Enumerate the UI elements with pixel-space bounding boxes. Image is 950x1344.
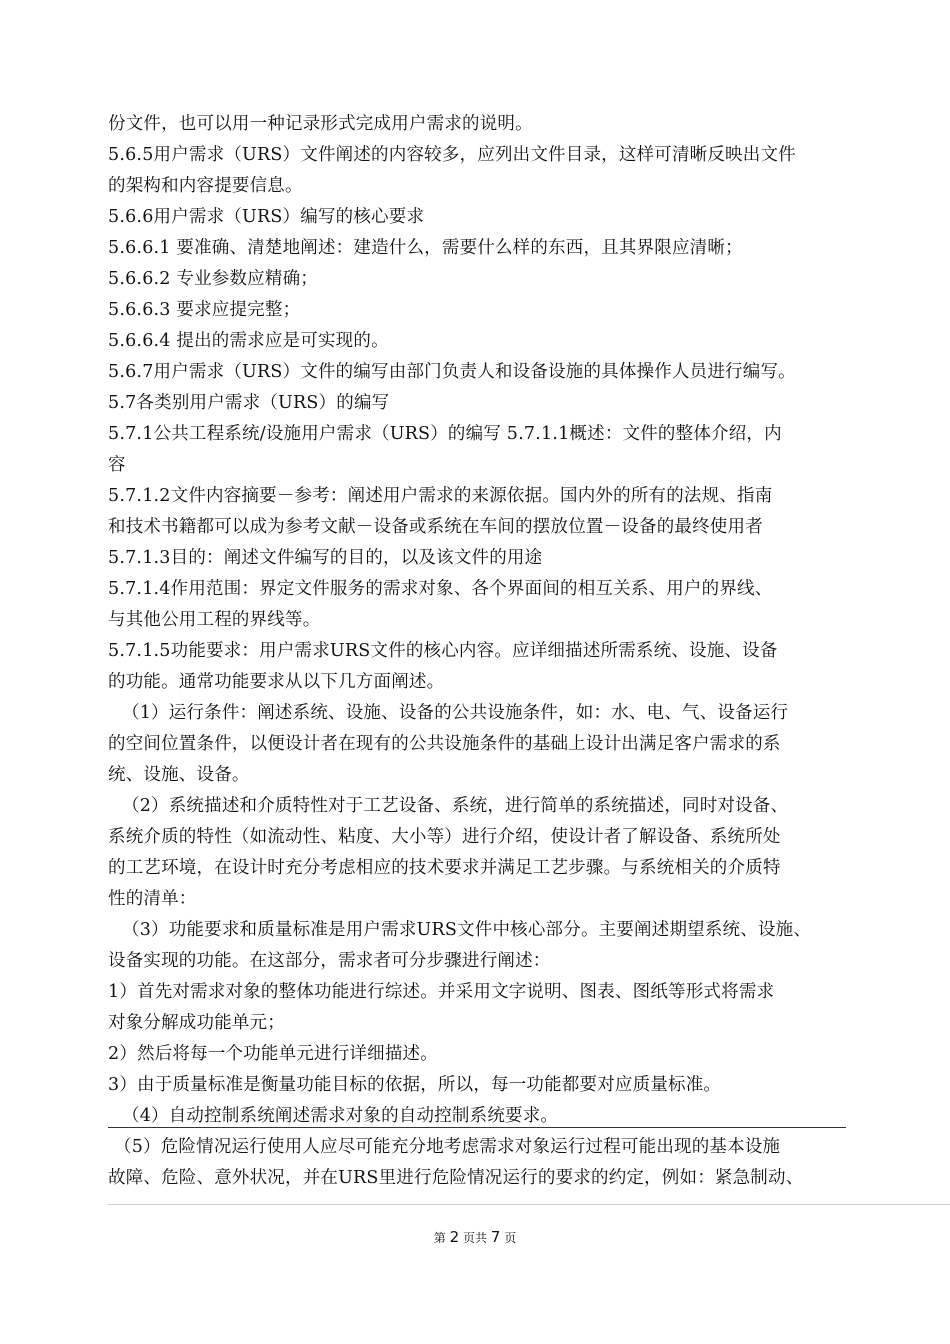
text-line: 份文件，也可以用一种记录形式完成用户需求的说明。 [108, 114, 533, 134]
text-line: 5.7.1公共工程系统/设施用户需求（URS）的编写 5.7.1.1概述：文件的整体介绍，内 [108, 424, 782, 444]
text-line: 5.7.1.5功能要求：用户需求URS文件的核心内容。应详细描述所需系统、设施、设备 [108, 641, 778, 661]
text-line: 5.7.1.4作用范围：界定文件服务的需求对象、各个界面间的相互关系、用户的界线、 [108, 579, 773, 599]
text-line: 5.6.6.2 专业参数应精确； [108, 269, 318, 289]
total-pages-number: 7 [490, 1228, 501, 1246]
section-divider [108, 1127, 846, 1128]
text-line: 3）由于质量标准是衡量功能目标的依据，所以，每一功能都要对应质量标准。 [108, 1075, 722, 1095]
text-line: 5.6.6.3 要求应提完整； [108, 300, 301, 320]
footer-divider [108, 1204, 950, 1205]
text-line: （5）危险情况运行使用人应尽可能充分地考虑需求对象运行过程可能出现的基本设施 [114, 1137, 781, 1157]
text-line: 5.7.1.2文件内容摘要－参考：阐述用户需求的来源依据。国内外的所有的法规、指南 [108, 486, 773, 506]
text-line: 和技术书籍都可以成为参考文献－设备或系统在车间的摆放位置－设备的最终使用者 [108, 517, 763, 537]
text-line: 5.6.6用户需求（URS）编写的核心要求 [108, 207, 425, 227]
text-line: 5.6.6.4 提出的需求应是可实现的。 [108, 331, 389, 351]
text-line: 5.7.1.3目的：阐述文件编写的目的，以及该文件的用途 [108, 548, 543, 568]
text-line: （2）系统描述和介质特性对于工艺设备、系统，进行简单的系统描述，同时对设备、 [122, 796, 789, 816]
text-line: 5.6.6.1 要准确、清楚地阐述：建造什么，需要什么样的东西，且其界限应清晰； [108, 238, 743, 258]
footer-prefix: 第 [433, 1231, 446, 1245]
text-line: 与其他公用工程的界线等。 [108, 610, 321, 630]
text-line: 5.6.5用户需求（URS）文件阐述的内容较多，应列出文件目录，这样可清晰反映出文件 [108, 145, 796, 165]
text-line: 5.7各类别用户需求（URS）的编写 [108, 393, 390, 413]
footer-middle: 页共 [462, 1231, 487, 1245]
text-line: 2）然后将每一个功能单元进行详细描述。 [108, 1044, 438, 1064]
text-line: （1）运行条件：阐述系统、设施、设备的公共设施条件，如：水、电、气、设备运行 [122, 703, 789, 723]
text-line: 的功能。通常功能要求从以下几方面阐述。 [108, 672, 445, 692]
text-line: （3）功能要求和质量标准是用户需求URS文件中核心部分。主要阐述期望系统、设施、 [122, 920, 812, 940]
text-line: 的空间位置条件，以便设计者在现有的公共设施条件的基础上设计出满足客户需求的系 [108, 734, 781, 754]
text-line: 系统介质的特性（如流动性、粘度、大小等）进行介绍，使设计者了解设备、系统所处 [108, 827, 781, 847]
text-line: 5.6.7用户需求（URS）文件的编写由部门负责人和设备设施的具体操作人员进行编写。 [108, 362, 796, 382]
page-footer [0, 1228, 950, 1247]
text-line: 设备实现的功能。在这部分，需求者可分步骤进行阐述： [108, 951, 551, 971]
text-line: 的架构和内容提要信息。 [108, 176, 303, 196]
text-line: 1）首先对需求对象的整体功能进行综述。并采用文字说明、图表、图纸等形式将需求 [108, 982, 775, 1002]
text-line: （4）自动控制系统阐述需求对象的自动控制系统要求。 [122, 1106, 559, 1126]
text-line: 故障、危险、意外状况，并在URS里进行危险情况运行的要求的约定，例如：紧急制动、 [108, 1168, 804, 1188]
text-line: 的工艺环境，在设计时充分考虑相应的技术要求并满足工艺步骤。与系统相关的介质特 [108, 858, 781, 878]
text-line: 对象分解成功能单元； [108, 1013, 285, 1033]
text-line: 容 [108, 455, 126, 475]
footer-suffix: 页 [504, 1231, 517, 1245]
text-line: 性的清单： [108, 889, 197, 909]
current-page-number: 2 [449, 1228, 460, 1246]
text-line: 统、设施、设备。 [108, 765, 250, 785]
